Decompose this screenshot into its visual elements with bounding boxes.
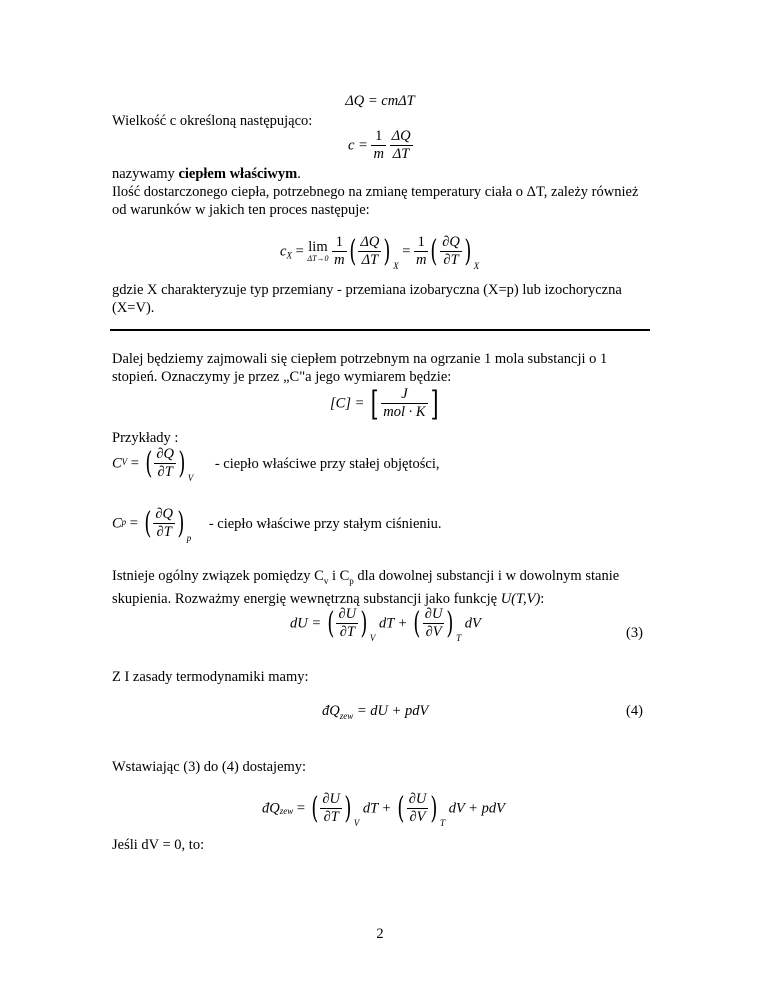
- eq-lhs: [C] =: [330, 395, 365, 412]
- frac-den: ΔT: [361, 252, 379, 268]
- limit-sub: ΔT→0: [307, 254, 329, 263]
- text: dla dowolnej substancji i w dowolnym stanie skupienia. Rozważmy energię wewnętrzną substancji jako funkcję: [112, 568, 620, 607]
- subscript: T: [456, 632, 462, 643]
- equation-number-4: (4): [626, 703, 643, 719]
- paragraph-heat-amount: Ilość dostarczonego ciepła, potrzebnego na zmianę temperatury ciała o ΔT, zależy również od warunków w jakich ten proces następuje:: [112, 184, 639, 218]
- frac-num: ΔQ: [391, 128, 411, 144]
- subscript: p: [349, 575, 354, 586]
- paragraph-definition-intro: Wielkość c określoną następująco:: [112, 113, 313, 129]
- frac-num: ∂Q: [155, 506, 173, 522]
- eq-lhs: C: [112, 515, 122, 532]
- eq-lhs: c: [280, 243, 287, 260]
- equation-specific-heat: [348, 128, 413, 163]
- subscript-x: X: [473, 260, 480, 271]
- frac-num: ∂U: [322, 791, 341, 807]
- frac-den: ∂T: [323, 809, 339, 825]
- frac-num: ∂U: [424, 606, 443, 622]
- frac-den: m: [373, 146, 384, 162]
- fraction-du-dv: [407, 791, 429, 826]
- frac-den: ∂T: [443, 252, 459, 268]
- frac-den: ΔT: [392, 146, 410, 162]
- fraction-1-over-m: [414, 234, 428, 269]
- equation-number-3: (3): [626, 625, 643, 641]
- paragraph-molar-heat: Dalej będziemy zajmowali się ciepłem potrzebnym na ogrzanie 1 mola substancji o 1 stopień. Oznaczymy je przez „C"a jego wymiarem będzie:: [112, 351, 608, 385]
- examples-label: Przykłady :: [112, 430, 179, 446]
- example-cp: $C_p$ = ( $\frac{\partial Q}{\partial T}$ ) $_p$ - ciepło właściwe przy stałym ciśnieniu.: [112, 505, 442, 543]
- frac-den: ∂T: [339, 624, 355, 640]
- example-description: - ciepło właściwe przy stałym ciśnieniu.: [208, 515, 442, 532]
- frac-num: J: [381, 386, 427, 404]
- frac-num: 1: [371, 128, 385, 146]
- fraction-unit: [381, 386, 427, 421]
- paragraph-substitution: Wstawiając (3) do (4) dostajemy:: [112, 759, 307, 775]
- limit-label: lim: [308, 239, 328, 255]
- eq-lhs: đQ: [262, 800, 280, 817]
- fraction-du-dt: [336, 606, 358, 641]
- eq-lhs-sub: zew: [339, 710, 354, 721]
- function-u: U(T,V): [500, 590, 541, 607]
- text: :: [540, 590, 545, 607]
- fraction-partial: [154, 446, 176, 481]
- frac-num: ∂U: [338, 606, 357, 622]
- eq-lhs: C: [112, 455, 122, 472]
- frac-den: mol · K: [383, 404, 426, 420]
- text: nazywamy: [112, 166, 179, 182]
- fraction-1-over-m: [332, 234, 346, 269]
- example-description: - ciepło właściwe przy stałej objętości,: [214, 455, 440, 472]
- fraction-dq-dt: [358, 234, 381, 269]
- text: i C: [328, 568, 350, 584]
- equation-5: $đQ_{zew}$ = ( $\frac{\partial U}{\partial T}$ ) $_V$ dT + ( $\frac{\partial U}{\partial V}$ ) $_T$ dV + pdV: [262, 790, 505, 828]
- subscript-x: X: [393, 260, 399, 271]
- page-number: 2: [376, 926, 384, 942]
- subscript: V: [369, 632, 376, 643]
- term-specific-heat: ciepłem właściwym: [178, 166, 298, 182]
- eq-lhs-sub: p: [121, 516, 127, 527]
- paragraph-dv-zero: Jeśli dV = 0, to:: [112, 837, 205, 853]
- text: .: [297, 166, 301, 182]
- eq-lhs-sub: X: [286, 250, 292, 261]
- equation-cx: $c_X$ = lim ΔT→0 $\frac{1}{m}$ ( $\frac{\Delta Q}{\Delta T}$ ) $_X$ = $\frac{1}{m}$ ( $\frac{\partial Q}{\partial T}$ ) $_X$: [280, 233, 480, 271]
- eq-term: dT +: [378, 615, 408, 632]
- frac-num: 1: [414, 234, 428, 252]
- paragraph-process-type: gdzie X charakteryzuje typ przemiany - przemiana izobaryczna (X=p) lub izochoryczna (X=V).: [112, 282, 622, 316]
- eq-c-lhs: c =: [348, 137, 368, 154]
- eq-lhs: đQ: [322, 703, 340, 719]
- frac-num: ∂U: [408, 791, 427, 807]
- fraction-1-over-m: [371, 128, 385, 163]
- text: Istnieje ogólny związek pomiędzy C: [112, 568, 324, 584]
- subscript: T: [440, 817, 446, 828]
- eq-lhs: dU =: [290, 615, 322, 632]
- frac-den: m: [334, 252, 345, 268]
- frac-den: ∂T: [156, 524, 172, 540]
- equation-unit: [C] = [ $\frac{J}{\text{mol · K}}$ ]: [330, 383, 439, 424]
- paragraph-specific-heat: [112, 165, 652, 183]
- fraction-partial: [153, 506, 175, 541]
- subscript: V: [353, 817, 360, 828]
- equation-4: [322, 702, 428, 725]
- subscript: p: [186, 532, 192, 543]
- frac-den: ∂V: [425, 624, 442, 640]
- fraction-du-dt: [320, 791, 342, 826]
- eq-lhs-sub: zew: [279, 805, 294, 816]
- eq-sign: =: [295, 243, 304, 260]
- equation-3: dU = ( $\frac{\partial U}{\partial T}$ ) $_V$ dT + ( $\frac{\partial U}{\partial V}$ ) $_T$ dV: [290, 605, 481, 643]
- limit: [307, 240, 328, 263]
- frac-den: m: [416, 252, 427, 268]
- frac-num: 1: [332, 234, 346, 252]
- example-cv: $C_V$ = ( $\frac{\partial Q}{\partial T}$ ) $_V$ - ciepło właściwe przy stałej objętości,: [112, 445, 440, 483]
- eq-term: dV: [464, 615, 481, 632]
- fraction-dq-over-dt: [390, 128, 413, 163]
- frac-num: ∂Q: [156, 446, 174, 462]
- fraction-du-dv: [423, 606, 445, 641]
- eq-sign: =: [296, 800, 306, 817]
- eq-term: dT +: [362, 800, 392, 817]
- paragraph-relation: [112, 567, 652, 608]
- eq-rhs: = dU + pdV: [353, 703, 429, 719]
- frac-num: ∂Q: [442, 234, 460, 250]
- subscript: V: [187, 472, 194, 483]
- equation-heat: ΔQ = cmΔT: [345, 93, 415, 109]
- paragraph-first-law: Z I zasady termodynamiki mamy:: [112, 669, 309, 685]
- eq-lhs-sub: V: [121, 456, 128, 467]
- horizontal-divider: [110, 329, 650, 331]
- subscript: v: [323, 575, 329, 586]
- eq-term: dV + pdV: [448, 800, 505, 817]
- frac-num: ΔQ: [360, 234, 380, 250]
- frac-den: ∂V: [409, 809, 426, 825]
- eq-sign: =: [402, 243, 411, 260]
- fraction-partial-q-t: [440, 234, 462, 269]
- frac-den: ∂T: [157, 464, 173, 480]
